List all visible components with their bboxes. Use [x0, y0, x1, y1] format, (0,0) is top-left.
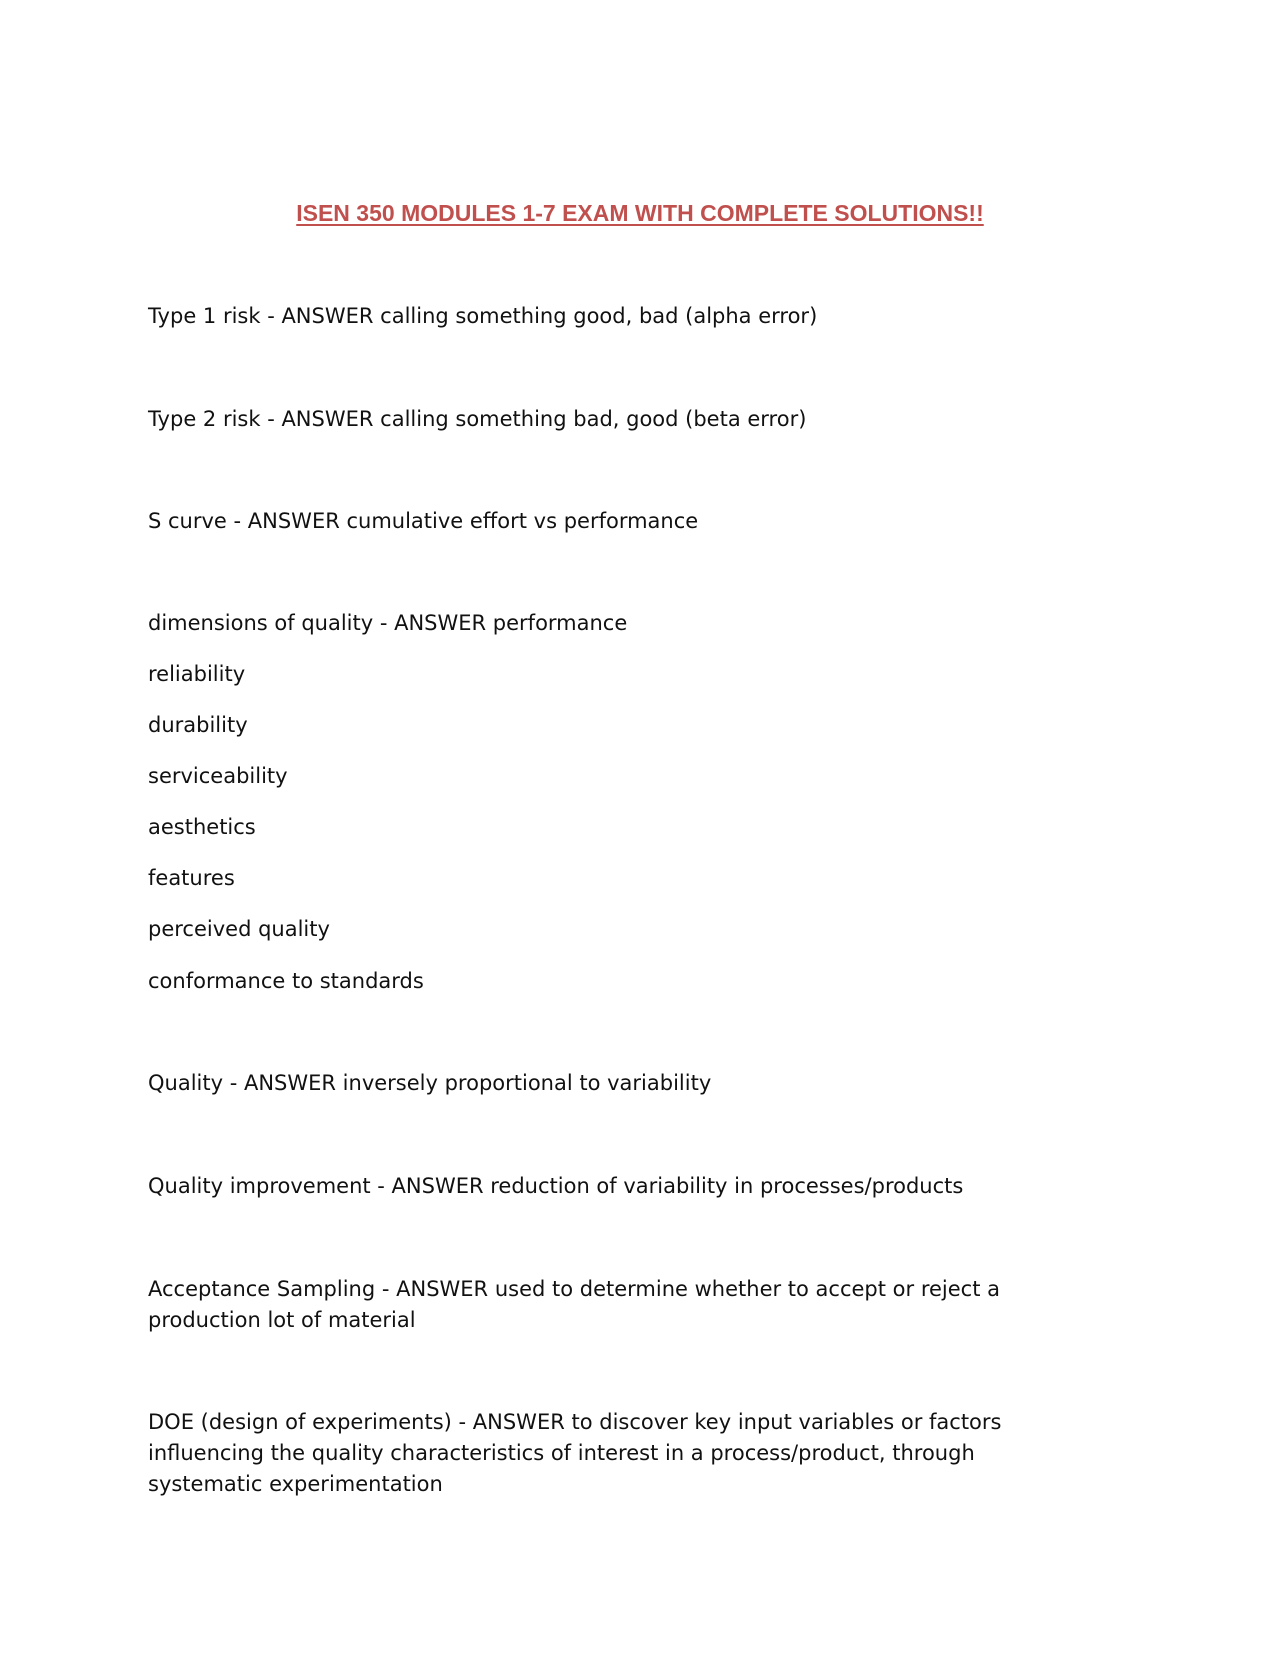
qa-entry-acceptance-sampling: Acceptance Sampling - ANSWER used to determine whether to accept or reject a production lot of material — [148, 1277, 1000, 1332]
list-item-durability: durability — [148, 713, 248, 737]
list-item-perceived-quality: perceived quality — [148, 917, 330, 941]
qa-entry-s-curve: S curve - ANSWER cumulative effort vs performance — [148, 509, 699, 533]
qa-entry-quality: Quality - ANSWER inversely proportional to variability — [148, 1071, 712, 1095]
list-item-serviceability: serviceability — [148, 764, 288, 788]
document-title: ISEN 350 MODULES 1-7 EXAM WITH COMPLETE SOLUTIONS!! — [296, 200, 984, 226]
list-item-aesthetics: aesthetics — [148, 815, 256, 839]
list-item-conformance-to-standards: conformance to standards — [148, 969, 424, 993]
qa-entry-type2-risk: Type 2 risk - ANSWER calling something bad, good (beta error) — [148, 407, 807, 431]
qa-entry-doe: DOE (design of experiments) - ANSWER to discover key input variables or factors influencing the quality characteristics of interest in a process/product, through systematic experimentation — [148, 1410, 1002, 1496]
qa-entry-type1-risk: Type 1 risk - ANSWER calling something good, bad (alpha error) — [148, 304, 818, 328]
list-item-reliability: reliability — [148, 662, 246, 686]
list-item-features: features — [148, 866, 235, 890]
qa-entry-dimensions-of-quality: dimensions of quality - ANSWER performance — [148, 611, 628, 635]
qa-entry-quality-improvement: Quality improvement - ANSWER reduction of variability in processes/products — [148, 1174, 964, 1198]
